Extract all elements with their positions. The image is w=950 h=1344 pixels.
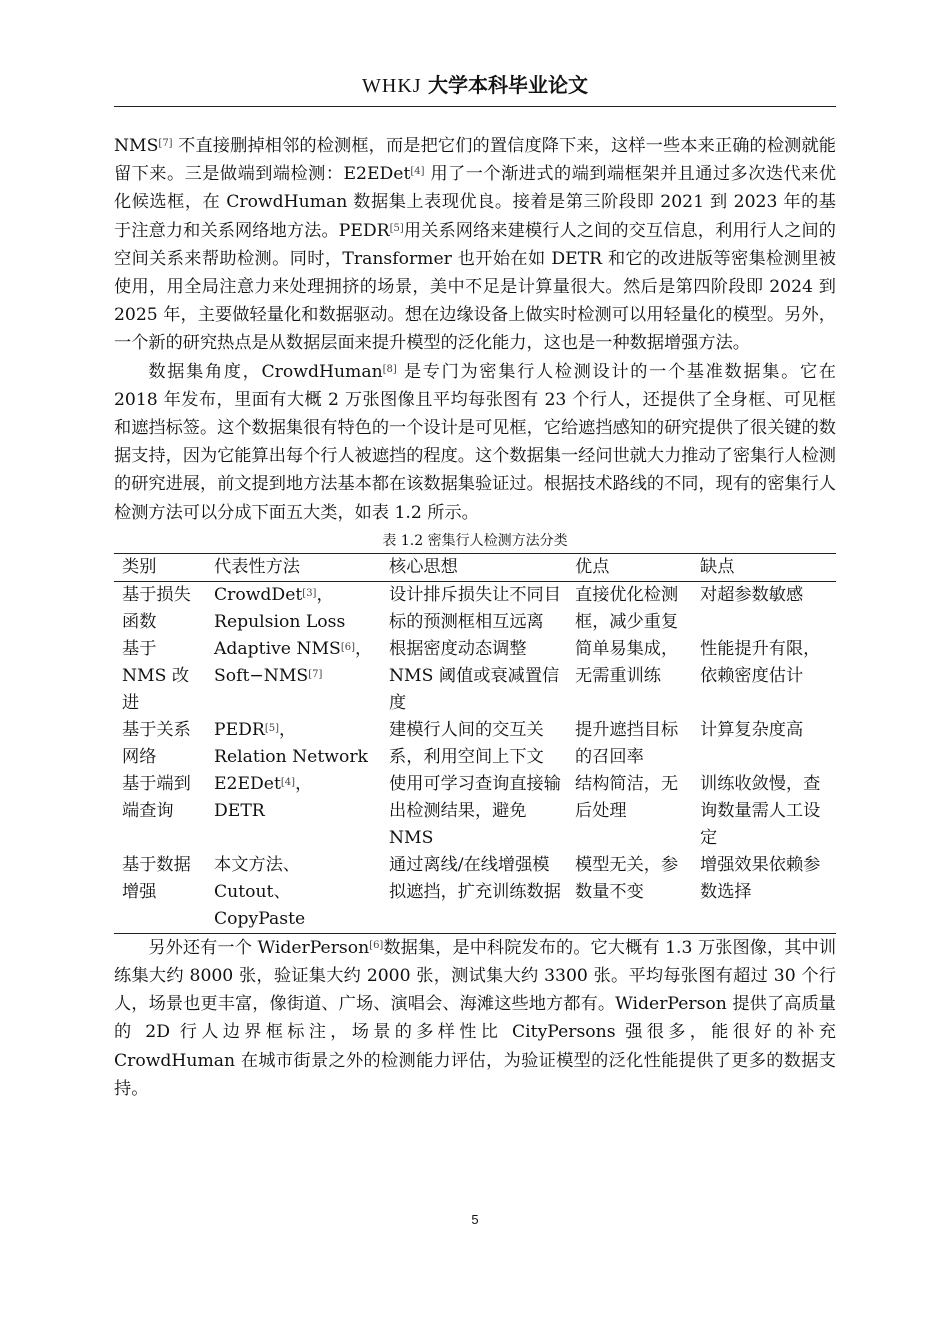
citation: [4] — [410, 166, 425, 178]
cell-pros — [567, 636, 692, 717]
text: 基于数据增强 — [122, 854, 191, 902]
text: 通过离线/在线增强模拟遮挡，扩充训练数据 — [389, 854, 561, 902]
table-row — [114, 717, 836, 771]
col-header: 核心思想 — [381, 553, 567, 581]
text: 另外还有一个 WiderPerson — [148, 937, 370, 958]
cell-cons — [692, 852, 836, 934]
col-header: 缺点 — [692, 553, 836, 581]
citation: [6] — [369, 939, 384, 951]
citation: [7] — [158, 138, 173, 149]
citation: [7] — [308, 668, 323, 680]
text: DETR — [214, 800, 265, 821]
text: 本文方法、 — [214, 854, 300, 875]
table-caption: 表 1.2 密集行人检测方法分类 — [382, 532, 568, 549]
citation: [5] — [264, 722, 280, 734]
cell-idea — [381, 581, 567, 636]
cell-category — [114, 771, 206, 852]
text: 基于关系网络 — [122, 719, 191, 767]
paragraph-1 — [114, 132, 836, 358]
text: Adaptive NMS — [214, 638, 341, 659]
text: 基于 NMS 改进 — [122, 638, 190, 713]
text: 设计排斥损失让不同目标的预测框相互远离 — [389, 584, 561, 632]
cell-cons — [692, 771, 836, 852]
table-row — [114, 581, 836, 636]
text: 基于端到端查询 — [122, 773, 191, 821]
cell-cons — [692, 636, 836, 717]
methods-table — [114, 553, 836, 934]
text: 数据集，是中科院发布的。它大概有 1.3 万张图像，其中训练集大约 8000 张，验证集大约 2000 张，测试集大约 3300 张。平均每张图有超过 30 个行人，场景也更丰富，像街道、广场、演唱会、海滩这些地方都有。WiderPerson 提供了高质量的 2D 行人边界框标注，场景的多样性比 CityPersons 强很多，能很好的补充 CrowdHuman 在城市街景之外的检测能力评估，为验证模型的泛化性能提供了更多的数据支持。 — [114, 937, 837, 1099]
cell-method — [206, 717, 381, 771]
text: ， — [295, 773, 313, 794]
cell-category — [114, 852, 206, 934]
text: 用关系网络来建模行人之间的交互信息，利用行人之间的空间关系来帮助检测。同时，Transformer 也开始在如 DETR 和它的改进版等密集检测里被使用，用全局注意力来处理拥挤的场景，美中不足是计算量很大。然后是第四阶段即 2024 到 2025 年，主要做轻量化和数据驱动。想在边缘设备上做实时检测可以用轻量化的模型。另外，一个新的研究热点是从数据层面来提升模型的泛化能力，这也是一种数据增强方法。 — [114, 220, 836, 354]
paragraph-2 — [114, 358, 836, 527]
text: Soft−NMS — [214, 665, 309, 686]
text: ， — [316, 584, 334, 605]
table-row — [114, 636, 836, 717]
text: Relation Network — [214, 746, 368, 767]
cell-pros — [567, 581, 692, 636]
header-title-cn: 大学本科毕业论文 — [427, 73, 588, 97]
text: NMS — [114, 136, 159, 156]
cell-cons — [692, 717, 836, 771]
citation: [4] — [280, 776, 296, 788]
cell-pros — [567, 717, 692, 771]
citation: [6] — [340, 641, 355, 653]
table-row — [114, 771, 836, 852]
text: 简单易集成，无需重训练 — [575, 638, 679, 686]
cell-method — [206, 636, 381, 717]
page-number: 5 — [471, 1212, 479, 1227]
page-body — [114, 132, 836, 1103]
citation: [8] — [382, 363, 397, 375]
text: 模型无关，参数量不变 — [575, 854, 679, 902]
text: 使用可学习查询直接输出检测结果，避免 NMS — [389, 773, 561, 848]
cell-pros — [567, 771, 692, 852]
text: 根据密度动态调整 NMS 阈值或衰减置信度 — [389, 638, 560, 713]
text: ， — [355, 638, 373, 659]
cell-cons — [692, 581, 836, 636]
text: ， — [279, 719, 297, 740]
cell-idea — [381, 771, 567, 852]
text: 建模行人间的交互关系，利用空间上下文 — [389, 719, 544, 767]
text: 增强效果依赖参数选择 — [700, 854, 821, 902]
text: 直接优化检测框，减少重复 — [575, 584, 679, 632]
text: 基于损失函数 — [122, 584, 191, 632]
text: 不直接删掉相邻的检测框，而是把它们的置信度降下来，这样一些本来正确的检测就能留下来。三是做端到端检测：E2EDet — [114, 136, 836, 185]
col-header: 代表性方法 — [206, 553, 381, 581]
cell-category — [114, 581, 206, 636]
text: 计算复杂度高 — [700, 719, 804, 740]
text: CrowdDet — [214, 584, 303, 605]
col-header: 类别 — [114, 553, 206, 581]
text: 是专门为密集行人检测设计的一个基准数据集。它在 2018 年发布，里面有大概 2 万张图像且平均每张图有 23 个行人，还提供了全身框、可见框和遮挡标签。这个数据集很有特色的一个设计是可见框，它给遮挡感知的研究提供了很关键的数据支持，因为它能算出每个行人被遮挡的程度。这个数据集一经问世就大力推动了密集行人检测的研究进展，前文提到地方法基本都在该数据集验证过。根据技术路线的不同，现有的密集行人检测方法可以分成下面五大类，如表 1.2 所示。 — [114, 361, 836, 523]
page-header — [114, 68, 836, 107]
cell-idea — [381, 717, 567, 771]
text: Repulsion Loss — [214, 611, 346, 632]
text: Cutout、CopyPaste — [214, 881, 306, 929]
cell-pros — [567, 852, 692, 934]
header-title-en: WHKJ — [362, 75, 422, 97]
cell-category — [114, 717, 206, 771]
paragraph-3 — [114, 934, 836, 1103]
text: 性能提升有限，依赖密度估计 — [700, 638, 821, 686]
cell-category — [114, 636, 206, 717]
text: PEDR — [214, 719, 265, 740]
col-header: 优点 — [567, 553, 692, 581]
text: 结构简洁，无后处理 — [575, 773, 679, 821]
text: 数据集角度，CrowdHuman — [148, 361, 383, 382]
cell-idea — [381, 636, 567, 717]
citation: [5] — [389, 222, 404, 234]
text: E2EDet — [214, 773, 281, 794]
text: 用了一个渐进式的端到端框架并且通过多次迭代来优化候选框，在 CrowdHuman 数据集上表现优良。接着是第三阶段即 2021 到 2023 年的基于注意力和关系网络地方法。PEDR — [114, 164, 837, 241]
text: 提升遮挡目标的召回率 — [575, 719, 679, 767]
table-row — [114, 852, 836, 934]
cell-method — [206, 852, 381, 934]
cell-method — [206, 581, 381, 636]
citation: [3] — [302, 587, 317, 599]
text: 训练收敛慢，查询数量需人工设定 — [700, 773, 821, 848]
text: 对超参数敏感 — [700, 584, 804, 605]
table-header-row — [114, 553, 836, 581]
cell-method — [206, 771, 381, 852]
cell-idea — [381, 852, 567, 934]
